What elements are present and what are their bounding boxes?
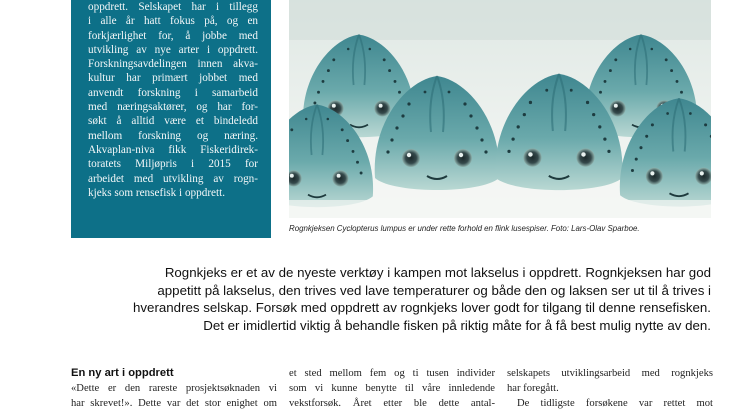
body-column-1 [71,366,277,411]
sidebar-line: med næringsaktører, og har for- [88,101,258,114]
sidebar-line: kjeks som rensefisk i oppdrett. [88,186,226,199]
sidebar-line: toratets Miljøpris i 2015 for [88,158,258,171]
sidebar-line: utvikling av nye arter i oppdrett. [88,43,258,56]
photo-caption: Rognkjeksen Cyclopterus lumpus er under rette forhold en flink lusespiser. Foto: Lars-Olav Sparboe. [289,224,640,233]
sidebar-line: kultur har primært jobbet med [88,72,258,85]
sidebar-line: mellom forskning og næring. [88,129,258,142]
sidebar-line: Forskningsavdelingen innen akva- [88,58,258,71]
sidebar-line: oppdrett. Selskapet har i tillegg [88,1,258,13]
body-line: selskapets utviklingsarbeid med rognkjeks [507,368,713,379]
sidebar-line: Akvaplan-niva fikk Fiskeridirek- [88,143,258,156]
lumpfish-photo [289,0,711,218]
lead-line: hverandres selskap. Forsøk med oppdrett av rognkjeks lover godt for tilgang til denne rensefisken. [133,300,711,315]
body-line: De tidligste forsøkene var rettet mot [517,398,713,409]
body-line: «Dette er den rareste prosjektsøknaden vi [71,383,277,394]
body-line: har foregått. [507,383,559,394]
body-column-2 [289,366,495,411]
body-column-3 [507,366,713,411]
sidebar-line: forkjærlighet for, å jobbe med [88,29,258,42]
body-line: vekstforsøk. Året etter ble dette antal- [289,398,495,409]
body-line: et sted mellom fem og ti tusen individer [289,368,495,379]
sidebar-text [88,0,258,200]
sidebar-line: anvendt forskning i samarbeid [88,86,258,99]
sidebar-line: i alle år hatt fokus på, og en [88,15,258,28]
sidebar-line: søkt å alltid være et bindeledd [88,115,258,128]
lead-line: appetitt på lakselus, den trives ved lave temperaturer og både den og laksen ser ut til å trives i [157,282,711,298]
lead-line: Det er imidlertid viktig å behandle fisken på riktig måte for å få best mulig nytte av den. [203,317,711,333]
section-heading: En ny art i oppdrett [71,367,174,379]
sidebar-line: arbeidet med utvikling av rogn- [88,172,258,185]
body-line: har skrevet!». Dette var det stor enighet om [71,398,277,409]
body-line: som vi kunne benytte til våre innledende [289,383,495,394]
lead-paragraph [96,264,711,334]
lead-line: Rognkjeks er et av de nyeste verktøy i kampen mot lakselus i oppdrett. Rognkjeksen har god [164,265,711,280]
